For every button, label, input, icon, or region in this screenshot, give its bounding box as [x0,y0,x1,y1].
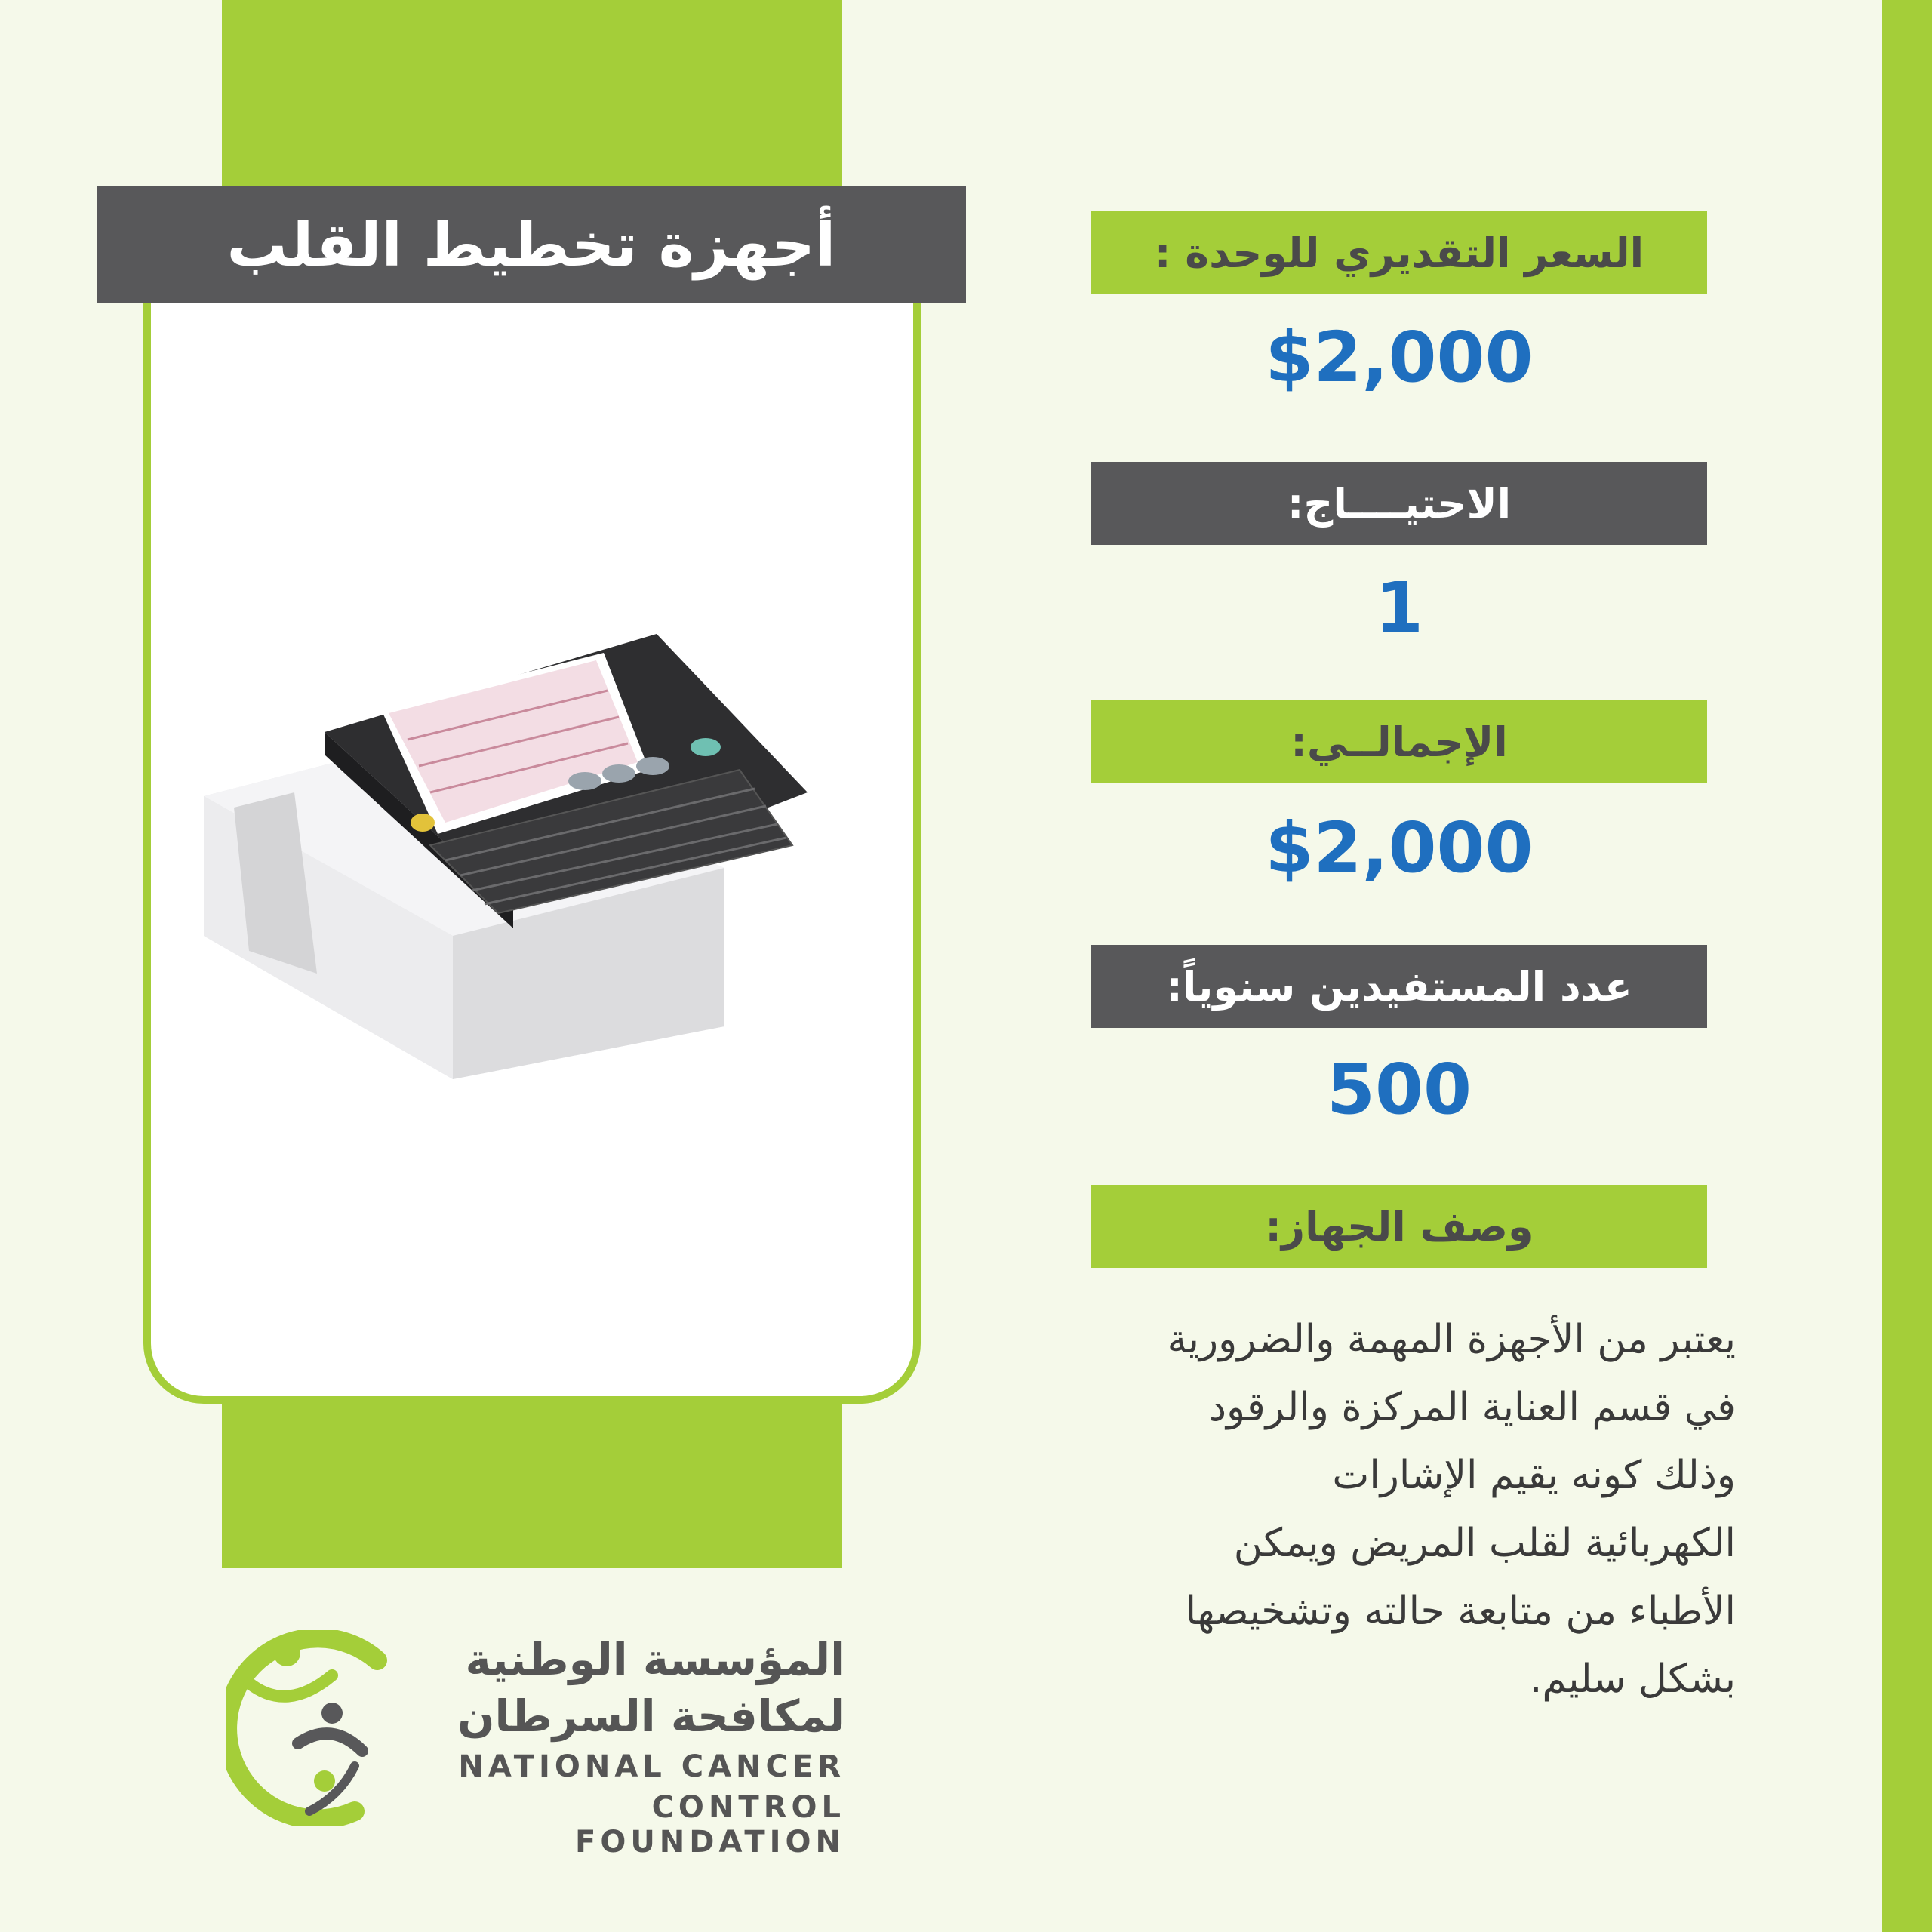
ecg-machine-image [196,619,860,1087]
right-accent-bar [1882,0,1932,1932]
total-value: $2,000 [1265,808,1534,888]
description-label: وصف الجهاز: [1091,1185,1707,1268]
total-label: الإجمالــي: [1091,700,1707,783]
description-line: يعتبر من الأجهزة المهمة والضرورية [1167,1317,1736,1362]
description-line: الكهربائية لقلب المريض ويمكن [1233,1521,1736,1566]
description-text [1057,1306,1736,1713]
beneficiaries-label: عدد المستفيدين سنوياً: [1091,945,1707,1028]
description-line: بشكل سليم. [1529,1657,1736,1702]
description-line: وذلك كونه يقيم الإشارات [1332,1453,1736,1498]
need-label: الاحتيــــاج: [1091,462,1707,545]
org-name-ar-line2: لمكافحة السرطان [457,1690,845,1742]
org-name-en-line2: CONTROL FOUNDATION [575,1790,845,1860]
org-name-ar-line1: المؤسسة الوطنية [465,1634,845,1685]
page-title: أجهزة تخطيط القلب [97,186,966,303]
bottom-green-strip [222,1402,842,1568]
unit-price-value: $2,000 [1265,317,1534,398]
unit-price-label: السعر التقديري للوحدة : [1091,211,1707,294]
beneficiaries-value: 500 [1326,1049,1472,1130]
top-green-strip [222,0,842,186]
need-value: 1 [1374,568,1423,648]
foundation-logo-icon [226,1630,400,1826]
description-line: الأطباء من متابعة حالته وتشخيصها [1185,1589,1736,1634]
org-name-en-line1: NATIONAL CANCER [458,1749,845,1784]
description-line: في قسم العناية المركزة والرقود [1208,1385,1736,1430]
